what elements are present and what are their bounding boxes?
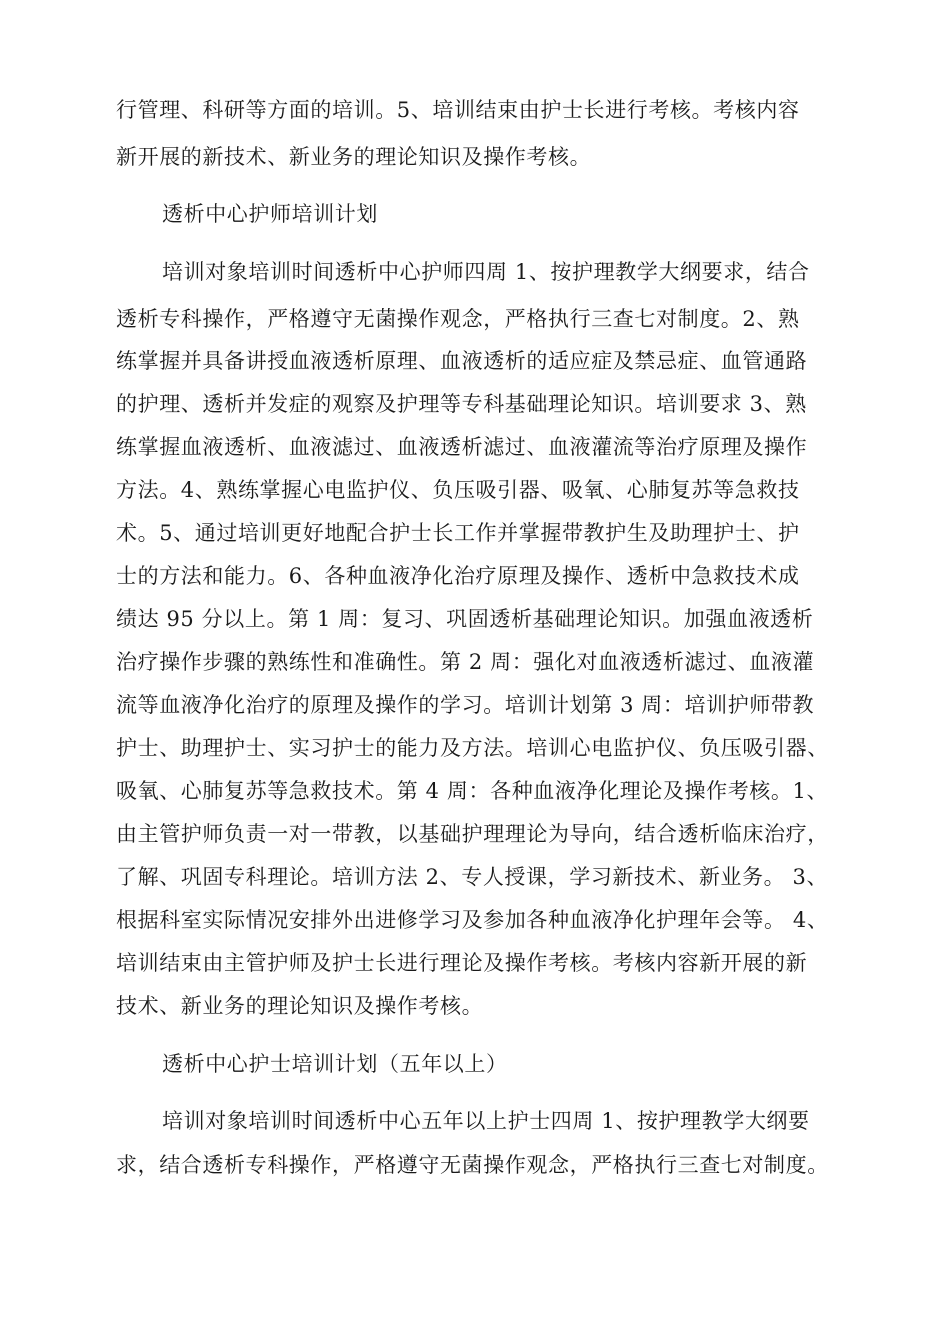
paragraph-line: 行管理、科研等方面的培训。5、培训结束由护士长进行考核。考核内容 [116,98,800,122]
paragraph-line: 透析专科操作，严格遵守无菌操作观念，严格执行三查七对制度。2、熟 [116,307,800,331]
paragraph-line: 培训对象培训时间透析中心护师四周 1、按护理教学大纲要求，结合 [162,260,810,284]
paragraph-line: 培训结束由主管护师及护士长进行理论及操作考核。考核内容新开展的新 [116,951,808,975]
paragraph-line: 了解、巩固专科理论。培训方法 2、专人授课，学习新技术、新业务。 3、 [116,865,829,889]
paragraph-line: 根据科室实际情况安排外出进修学习及参加各种血液净化护理年会等。 4、 [116,908,829,932]
paragraph-line: 练掌握并具备讲授血液透析原理、血液透析的适应症及禁忌症、血管通路 [116,349,808,373]
paragraph-line: 求，结合透析专科操作，严格遵守无菌操作观念，严格执行三查七对制度。 [116,1153,829,1177]
paragraph-line: 流等血液净化治疗的原理及操作的学习。培训计划第 3 周：培训护师带教 [116,693,815,717]
paragraph-line: 护士、助理护士、实习护士的能力及方法。培训心电监护仪、负压吸引器、 [116,736,829,760]
paragraph-line: 技术、新业务的理论知识及操作考核。 [116,994,484,1018]
paragraph-line: 士的方法和能力。6、各种血液净化治疗原理及操作、透析中急救技术成 [116,564,800,588]
section-heading: 透析中心护士培训计划（五年以上） [162,1052,508,1076]
paragraph-line: 新开展的新技术、新业务的理论知识及操作考核。 [116,145,592,169]
paragraph-line: 由主管护师负责一对一带教，以基础护理理论为导向，结合透析临床治疗， [116,822,829,846]
paragraph-line: 吸氧、心肺复苏等急救技术。第 4 周：各种血液净化理论及操作考核。1、 [116,779,829,803]
section-heading: 透析中心护师培训计划 [162,202,378,226]
paragraph-line: 练掌握血液透析、血液滤过、血液透析滤过、血液灌流等治疗原理及操作 [116,435,808,459]
paragraph-line: 的护理、透析并发症的观察及护理等专科基础理论知识。培训要求 3、熟 [116,392,807,416]
paragraph-line: 治疗操作步骤的熟练性和准确性。第 2 周：强化对血液透析滤过、血液灌 [116,650,815,674]
paragraph-line: 术。5、通过培训更好地配合护士长工作并掌握带教护生及助理护士、护 [116,521,800,545]
paragraph-line: 绩达 95 分以上。第 1 周：复习、巩固透析基础理论知识。加强血液透析 [116,607,814,631]
paragraph-line: 培训对象培训时间透析中心五年以上护士四周 1、按护理教学大纲要 [162,1109,810,1133]
paragraph-line: 方法。4、熟练掌握心电监护仪、负压吸引器、吸氧、心肺复苏等急救技 [116,478,800,502]
